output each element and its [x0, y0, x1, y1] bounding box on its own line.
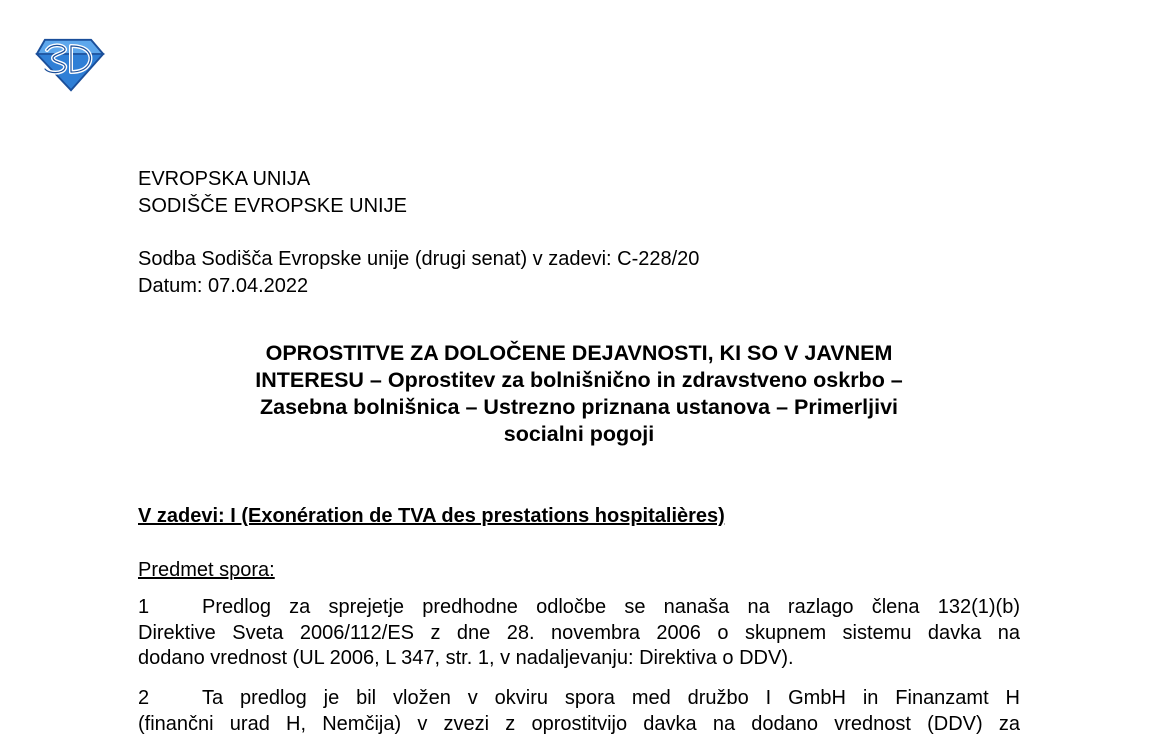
title-line: OPROSTITVE ZA DOLOČENE DEJAVNOSTI, KI SO V JAVNEM — [265, 341, 893, 365]
title-line: INTERESU – Oprostitev za bolnišnično in zdravstveno oskrbo – — [255, 368, 903, 392]
paragraph-line: 1 Predlog za sprejetje predhodne odločbe se nanaša na razlago člena 132(1)(b) — [138, 595, 1020, 621]
publisher-logo-icon — [33, 36, 105, 92]
document-title — [138, 340, 1020, 448]
judgment-reference: Sodba Sodišča Evropske unije (drugi senat) v zadevi: C-228/20 — [138, 248, 700, 270]
paragraph-line: 2 Ta predlog je bil vložen v okviru spora med družbo I GmbH in Finanzamt H — [138, 686, 1020, 712]
paragraph-1 — [138, 595, 1020, 672]
org-name-line1: EVROPSKA UNIJA — [138, 168, 311, 190]
judgment-date: Datum: 07.04.2022 — [138, 275, 309, 297]
paragraph-2 — [138, 686, 1020, 737]
title-line: socialni pogoji — [503, 422, 655, 446]
paragraph-number: 2 — [138, 687, 150, 709]
title-line: Zasebna bolnišnica – Ustrezno priznana ustanova – Primerljivi — [259, 395, 899, 419]
paragraph-number: 1 — [138, 596, 150, 618]
paragraph-line: (finančni urad H, Nemčija) v zvezi z oprostitvijo davka na dodano vrednost (DDV) za — [138, 712, 1020, 735]
org-name-line2: SODIŠČE EVROPSKE UNIJE — [138, 195, 407, 217]
paragraph-line: Direktive Sveta 2006/112/ES z dne 28. novembra 2006 o skupnem sistemu davka na — [138, 621, 1020, 644]
case-subject-heading: V zadevi: I (Exonération de TVA des prestations hospitalières) — [138, 505, 725, 527]
dispute-subject-label: Predmet spora: — [138, 559, 275, 581]
paragraph-line: dodano vrednost (UL 2006, L 347, str. 1, v nadaljevanju: Direktiva o DDV). — [138, 647, 794, 669]
